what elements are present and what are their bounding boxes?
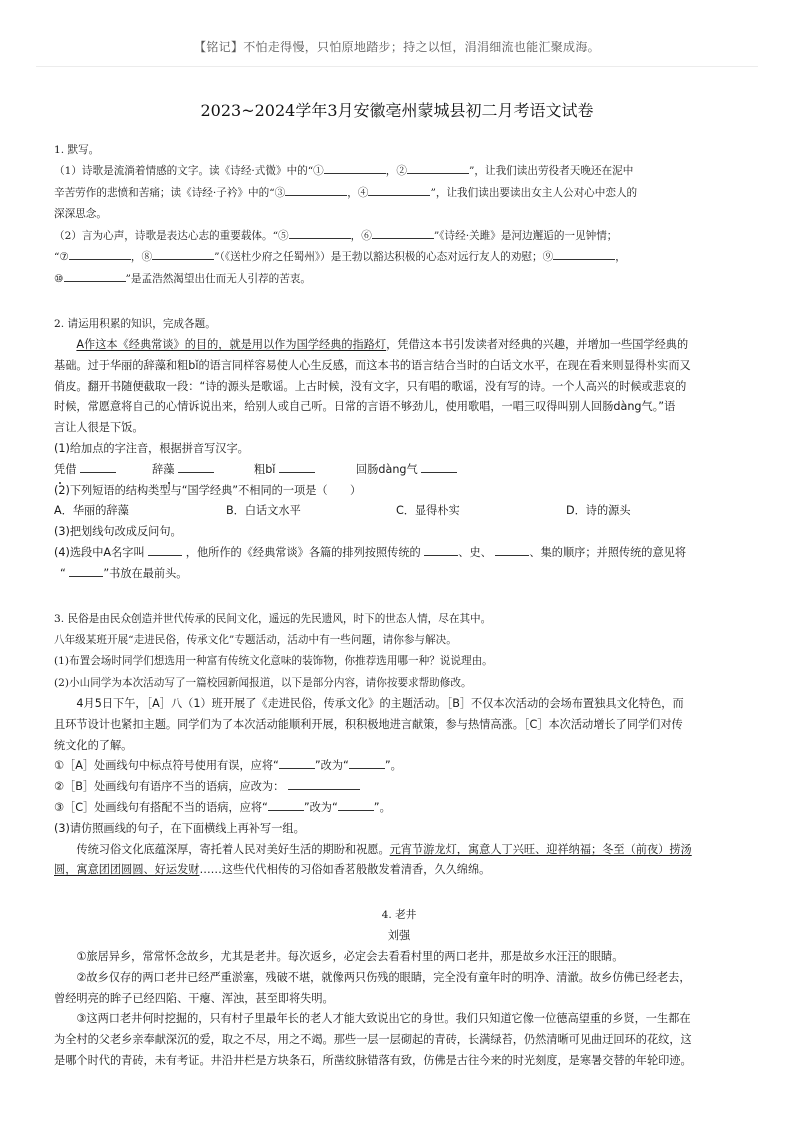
question-3: 3. 民俗是由民众创造并世代传承的民间文化，遥远的先民遗风，时下的世态人情，尽在其中。 八年级某班开展“走进民俗，传承文化”专题活动，活动中有一些问题，请你参与解决。 (1)布置会场时同学们想选用一种富有传统文化意味的装饰物，你推荐选用哪一种？说说理由。 (2)小山同学为本次活动写了一篇校园新闻报道，以下是部分内容，请你按要求帮助修改。 4月5日下午，［A］八（1）班开展了《走进民俗，传承文化》的主题活动。［B］不仅本次活动的会场布置独具文化特色，而 且环节设计也紧扣主题。同学们为了本次活动能顺利开展，积积极地进言献策，参与热情高涨。［C］本次活动增长了同学们对传 统文化的了解。 ①［A］处画线句中标点符号使用有误，应将“ ”改为“ ”。 ②［B］处画线句有语序不当的语病，应改为： ③［C］处画线句有搭配不当的语病，应将“ ”改为“ ”。 (3)请仿照画线的句子，在下面横线上再补写一组。 传统习俗文化底蕴深厚，寄托着人民对美好生活的期盼和祝愿。元宵节游龙灯，寓意人丁兴旺、迎祥纳福；冬至（前夜）捞汤 圆，寓意团团圆圆、好运发财……这些代代相传的习俗如香茗般散发着清香，久久绵绵。 xyxy=(54,609,744,882)
option-d[interactable]: D．诗的源头 xyxy=(566,504,631,518)
q2-sub4: (4)选段中A名字叫 ，他所作的《经典常谈》各篇的排列按照传统的 、史、 、集的顺序；并照传统的意见将 xyxy=(54,545,687,559)
q2-pinyin-row: 凭借 辞藻 粗bǐ 回肠dàng气 xyxy=(54,460,744,481)
question-2 xyxy=(54,314,744,585)
answer-blank[interactable] xyxy=(268,799,304,811)
answer-blank[interactable] xyxy=(288,778,360,790)
option-c[interactable]: C．显得朴实 xyxy=(396,504,460,518)
blank-8[interactable] xyxy=(152,248,214,260)
motto-banner: 【铭记】不怕走得慢，只怕原地踏步；持之以恒，涓涓细流也能汇聚成海。 xyxy=(194,40,600,54)
blank-9[interactable] xyxy=(553,248,615,260)
blank-1[interactable] xyxy=(324,162,386,174)
answer-blank[interactable] xyxy=(279,757,315,769)
q2-heading: 2. 请运用积累的知识，完成各题。 xyxy=(54,318,216,330)
q2-sub1: (1)给加点的字注音，根据拼音写汉字。 xyxy=(54,441,249,455)
answer-blank[interactable] xyxy=(69,565,103,577)
answer-blank[interactable] xyxy=(338,799,374,811)
q1-heading: 1. 默写。 xyxy=(54,144,100,156)
exam-content xyxy=(54,140,744,1072)
blank-7[interactable] xyxy=(69,248,131,260)
q2-sub3: (3)把划线句改成反问句。 xyxy=(54,525,182,539)
option-a[interactable]: A．华丽的辞藻 xyxy=(54,504,129,518)
question-4 xyxy=(54,905,744,1072)
blank-2[interactable] xyxy=(407,162,469,174)
q1-body: （1）诗歌是流淌着情感的文字。读《诗经·式微》中的“① ，② ”，让我们读出劳役者天晚还在泥中 辛苦劳作的悲愤和苦痛；读《诗经·子衿》中的“③ ，④ ”，让我们读出要读出女主人公对心中恋人的 深深思念。 （2）言为心声，诗歌是表达心志的重要载体。“⑤ ，⑥ ”《诗经·关雎》是河边邂逅的一见钟情； “⑦ ，⑧ ”（《送杜少府之任蜀州》）是王勃以豁达积极的心态对远行友人的劝慰；⑨ ， ⑩ ”是孟浩然渴望出仕而无人引荐的苦衷。 xyxy=(54,161,744,290)
q2-sub2: (2)下列短语的结构类型与“国学经典”不相同的一项是（ ） xyxy=(54,483,362,497)
blank-5[interactable] xyxy=(289,227,351,239)
question-1 xyxy=(54,140,744,290)
q4-passage: ①旅居异乡，常常怀念故乡，尤其是老井。每次返乡，必定会去看看村里的两口老井，那是故乡水汪汪的眼睛。 ②故乡仅存的两口老井已经严重淤塞，残破不堪，就像两只伤残的眼睛，完全没有童年时的明净、清澈。故乡仿佛已经老去， 曾经明亮的眸子已经四陷、干瘪、浑浊，甚至即将失明。 ③这两口老井何时挖掘的，只有村子里最年长的老人才能大致说出它的身世。我们只知道它像一位德高望重的乡贤，一生都在 为全村的父老乡亲奉献深沉的爱，取之不尽，用之不竭。那些一层一层砌起的青砖，长满绿苔，仍然清晰可见曲迂回环的花纹，这 是哪个时代的青砖，未有考证。井沿井栏是方块条石，所凿纹脉错落有致，仿佛是古往今来的时光刻度，是寒暑交替的年轮印迹。 xyxy=(54,950,692,1068)
answer-blank[interactable] xyxy=(421,461,457,473)
q3-news-passage: 4月5日下午，［A］八（1）班开展了《走进民俗，传承文化》的主题活动。［B］不仅本次活动的会场布置独具文化特色，而 且环节设计也紧扣主题。同学们为了本次活动能顺利开展，积积极地进言献策，参与热情高涨。［C］本次活动增长了同学们对传 统文化的了解。 ①［A］处画线句中标点符号使用有误，应将“ ”改为“ ”。 ②［B］处画线句有语序不当的语病，应改为： ③［C］处画线句有搭配不当的语病，应将“ ”改为“ ”。 (3)请仿照画线的句子，在下面横线上再补写一组。 传统习俗文化底蕴深厚，寄托着人民对美好生活的期盼和祝愿。元宵节游龙灯，寓意人丁兴旺、迎祥纳福；冬至（前夜）捞汤 圆，寓意团团圆圆、好运发财……这些代代相传的习俗如香茗般散发着清香，久久绵绵。 xyxy=(54,697,692,877)
q2-options xyxy=(54,501,744,522)
answer-blank[interactable] xyxy=(495,544,529,556)
answer-blank[interactable] xyxy=(148,544,182,556)
blank-6[interactable] xyxy=(372,227,434,239)
option-b[interactable]: B．白话文水平 xyxy=(226,504,301,518)
q2-passage: A作这本《经典常谈》的目的，就是用以作为国学经典的指路灯，凭借这本书引发读者对经典的兴趣，并增加一些国学经典的 基础。过于华丽的辞藻和粗bǐ的语言同样容易使人心生反感，而这本书的语言结合当时的白话文水平，在现在看来则显得朴实而又 俏皮。翻开书随便截取一段：“诗的源头是歌谣。上古时候，没有文字，只有唱的歌谣，没有写的诗。一个人高兴的时候或悲哀的 时候，常愿意将自己的心情诉说出来，给别人或自己听。日常的言语不够劲儿，使用歌唱，一唱三叹得叫别人回肠dàng气。”语 言让人很是下饭。 (1)给加点的字注音，根据拼音写汉字。 凭借 辞藻 粗bǐ 回肠dàng气 (2)下列短语的结构类型与“国学经典”不相同的一项是（ ） A．华丽的辞藻 B．白话文水平 C．显得朴实 D．诗的源头 (3)把划线句改成反问句。 (4)选段中A名字叫 ，他所作的《经典常谈》各篇的排列按照传统的 、史、 、集的顺序；并照传统的意见将 “ ”书放在最前头。 xyxy=(54,335,744,585)
header-divider xyxy=(36,66,758,67)
answer-blank[interactable] xyxy=(80,461,116,473)
q4-author: 刘强 xyxy=(387,929,411,943)
underlined-sentence: A作这本《经典常谈》的目的，就是用以作为国学经典的指路灯 xyxy=(76,338,387,351)
blank-4[interactable] xyxy=(368,184,430,196)
answer-blank[interactable] xyxy=(178,461,214,473)
blank-10[interactable] xyxy=(64,270,126,282)
answer-blank[interactable] xyxy=(279,461,315,473)
page-title: 2023~2024学年3月安徽亳州蒙城县初二月考语文试卷 xyxy=(200,101,594,120)
blank-3[interactable] xyxy=(285,184,347,196)
answer-blank[interactable] xyxy=(424,544,458,556)
q3-heading: 3. 民俗是由民众创造并世代传承的民间文化，遥远的先民遗风，时下的世态人情，尽在其中。 xyxy=(54,612,492,625)
answer-blank[interactable] xyxy=(349,757,385,769)
q4-heading: 4. 老井 xyxy=(381,909,417,922)
